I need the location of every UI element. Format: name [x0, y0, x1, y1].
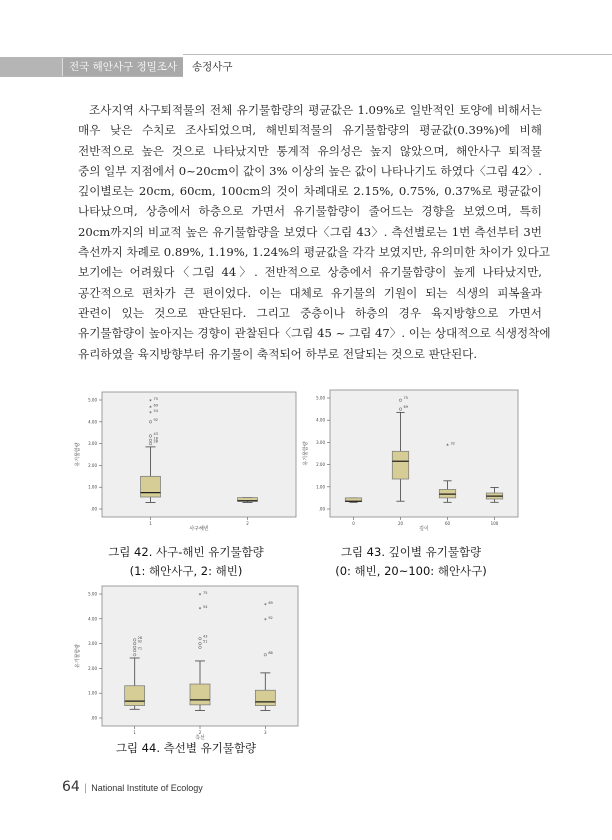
y-tick-label: 5.00: [88, 397, 97, 403]
x-tick-label: 0: [352, 521, 355, 526]
outlier-star: *: [149, 411, 152, 418]
y-tick-label: 2.00: [316, 462, 325, 468]
outlier-star: *: [264, 618, 267, 625]
y-tick-label: .00: [318, 506, 325, 512]
outlier-label: 75: [153, 397, 158, 402]
body-line: 전반적으로 높은 것으로 나타났지만 통계적 유의성은 높지 않았으며, 해안사구 퇴적물: [78, 143, 542, 158]
x-axis-label: 깊이: [419, 526, 429, 532]
body-line: 측선까지 차례로 0.89%, 1.19%, 1.24%의 평균값을 각각 보였지만, 유의미한 차이가 있다고: [78, 245, 550, 260]
y-tick-label: 3.00: [316, 439, 325, 445]
y-tick-label: 4.00: [316, 417, 325, 423]
outlier-label: 43: [153, 431, 158, 436]
outlier-label: 54: [153, 409, 158, 414]
body-line: 관련이 있는 것으로 판단된다. 그리고 중층이나 하층의 경우 육지방향으로 가면서: [78, 305, 542, 320]
outlier-label: 69: [268, 601, 273, 606]
outlier-star: *: [198, 593, 202, 600]
caption-fig43-note: (0: 해빈, 20~100: 해안사구): [335, 564, 487, 578]
box: [190, 684, 210, 705]
x-tick-label: 1: [149, 521, 152, 526]
y-tick-label: 1.00: [316, 484, 325, 490]
box: [255, 690, 275, 705]
y-tick-label: .00: [90, 506, 97, 512]
chart-fig43: [300, 386, 522, 533]
body-line: 깊이별로는 20cm, 60cm, 100cm의 것이 차례대로 2.15%, 0.75%, 0.37%로 평균값이: [78, 184, 542, 199]
caption-fig42-title: 그림 42. 사구-해빈 유기물함량: [108, 545, 264, 559]
outlier-label: 28: [137, 635, 143, 640]
page-number: 64: [62, 779, 80, 795]
chart-fig44: [72, 582, 302, 742]
plot-area: [102, 392, 296, 517]
x-tick-label: 2: [198, 730, 202, 735]
y-tick-label: 1.00: [88, 690, 97, 696]
footer: [62, 779, 203, 795]
outlier-star: *: [149, 405, 152, 412]
y-tick-label: 5.00: [88, 591, 97, 597]
box: [392, 451, 408, 479]
x-tick-label: 2: [246, 521, 249, 526]
y-axis-label: 유기물함량: [75, 643, 81, 669]
y-tick-label: 5.00: [316, 395, 325, 401]
footer-org: National Institute of Ecology: [91, 783, 203, 793]
outlier-star: *: [149, 399, 152, 406]
y-tick-label: 1.00: [88, 484, 97, 490]
header-subsection: 송정사구: [192, 61, 233, 73]
y-tick-label: 4.00: [88, 616, 97, 622]
outlier-label: 92: [137, 639, 143, 644]
x-tick-label: 3: [264, 730, 267, 735]
y-axis-label: 유기물함량: [303, 441, 309, 466]
outlier-label: 54: [203, 604, 208, 609]
outlier-star: *: [198, 606, 202, 613]
y-tick-label: 3.00: [88, 441, 97, 447]
outlier-label: 75: [203, 591, 208, 596]
y-tick-label: 2.00: [88, 462, 97, 468]
header-rule: [183, 54, 612, 55]
y-tick-label: 2.00: [88, 665, 97, 671]
x-tick-label: 100: [490, 521, 499, 526]
outlier-label: 69: [153, 403, 158, 408]
body-line: 매우 낮은 수치로 조사되었으며, 해빈퇴적물의 유기물함량의 평균값(0.39%)에 비해: [78, 123, 542, 138]
box: [141, 476, 161, 497]
outlier-label: 92: [268, 616, 273, 621]
header-section: 전국 해안사구 정밀조사: [62, 58, 183, 76]
body-line: 20cm까지의 비교적 높은 유기물함량을 보였다〈그림 43〉. 측선별로는 1번 측선부터 3번: [78, 224, 542, 239]
outlier-label: 92: [153, 417, 158, 422]
body-line: 조사지역 사구퇴적물의 전체 유기물함량의 평균값은 1.09%로 일반적인 토양에 비해서는: [89, 103, 542, 117]
outlier-label: 75: [403, 396, 408, 401]
x-tick-label: 1: [133, 730, 136, 735]
box: [125, 686, 145, 706]
outlier-label: 69: [403, 405, 408, 410]
outlier-label: 28: [153, 439, 158, 444]
x-tick-label: 60: [444, 521, 451, 526]
y-tick-label: .00: [90, 715, 97, 721]
y-tick-label: 4.00: [88, 419, 97, 425]
body-paragraph: [78, 100, 551, 364]
body-line: 나타났으며, 상층에서 하층으로 가면서 유기물함량이 줄어드는 경향을 보였으며, 특히: [78, 204, 542, 219]
footer-separator: |: [83, 783, 88, 794]
outlier-label: 51: [203, 639, 208, 644]
body-line: 유리하였을 육지방향부터 유기물이 축적되어 하부로 전달되는 것으로 판단된다.: [78, 346, 478, 361]
outlier-label: 43: [203, 634, 208, 639]
x-tick-label: 20: [397, 521, 404, 526]
chart-fig42: [72, 388, 300, 533]
y-tick-label: 3.00: [88, 641, 97, 647]
body-line: 중의 일부 지점에서 0~20cm이 값이 3% 이상의 높은 값이 나타나기도 하였다〈그림 42〉.: [78, 163, 542, 178]
outlier-label: 71: [137, 646, 143, 651]
x-axis-label: 측선: [195, 735, 205, 741]
outlier-star: *: [446, 443, 449, 450]
outlier-label: 32: [450, 441, 455, 446]
caption-fig42-note: (1: 해안사구, 2: 해빈): [129, 564, 243, 578]
y-axis-label: 유기물함량: [75, 442, 81, 467]
outlier-label: 88: [268, 650, 273, 655]
caption-fig43-title: 그림 43. 깊이별 유기물함량: [340, 545, 482, 559]
outlier-star: *: [264, 603, 267, 610]
body-line: 보기에는 어려웠다〈그림 44〉. 전반적으로 상층에서 유기물함량이 높게 나타났지만,: [78, 265, 542, 280]
x-axis-label: 사구해빈: [189, 526, 209, 532]
outlier-label: 18: [153, 436, 158, 441]
body-line: 공간적으로 편차가 큰 편이었다. 이는 대체로 유기물의 기원이 되는 식생의 피복율과: [78, 285, 542, 300]
caption-fig44-title: 그림 44. 측선별 유기물함량: [115, 741, 257, 755]
body-line: 유기물함량이 높아지는 경향이 관찰된다〈그림 45 ~ 그림 47〉. 이는 상대적으로 식생정착에: [78, 326, 551, 341]
